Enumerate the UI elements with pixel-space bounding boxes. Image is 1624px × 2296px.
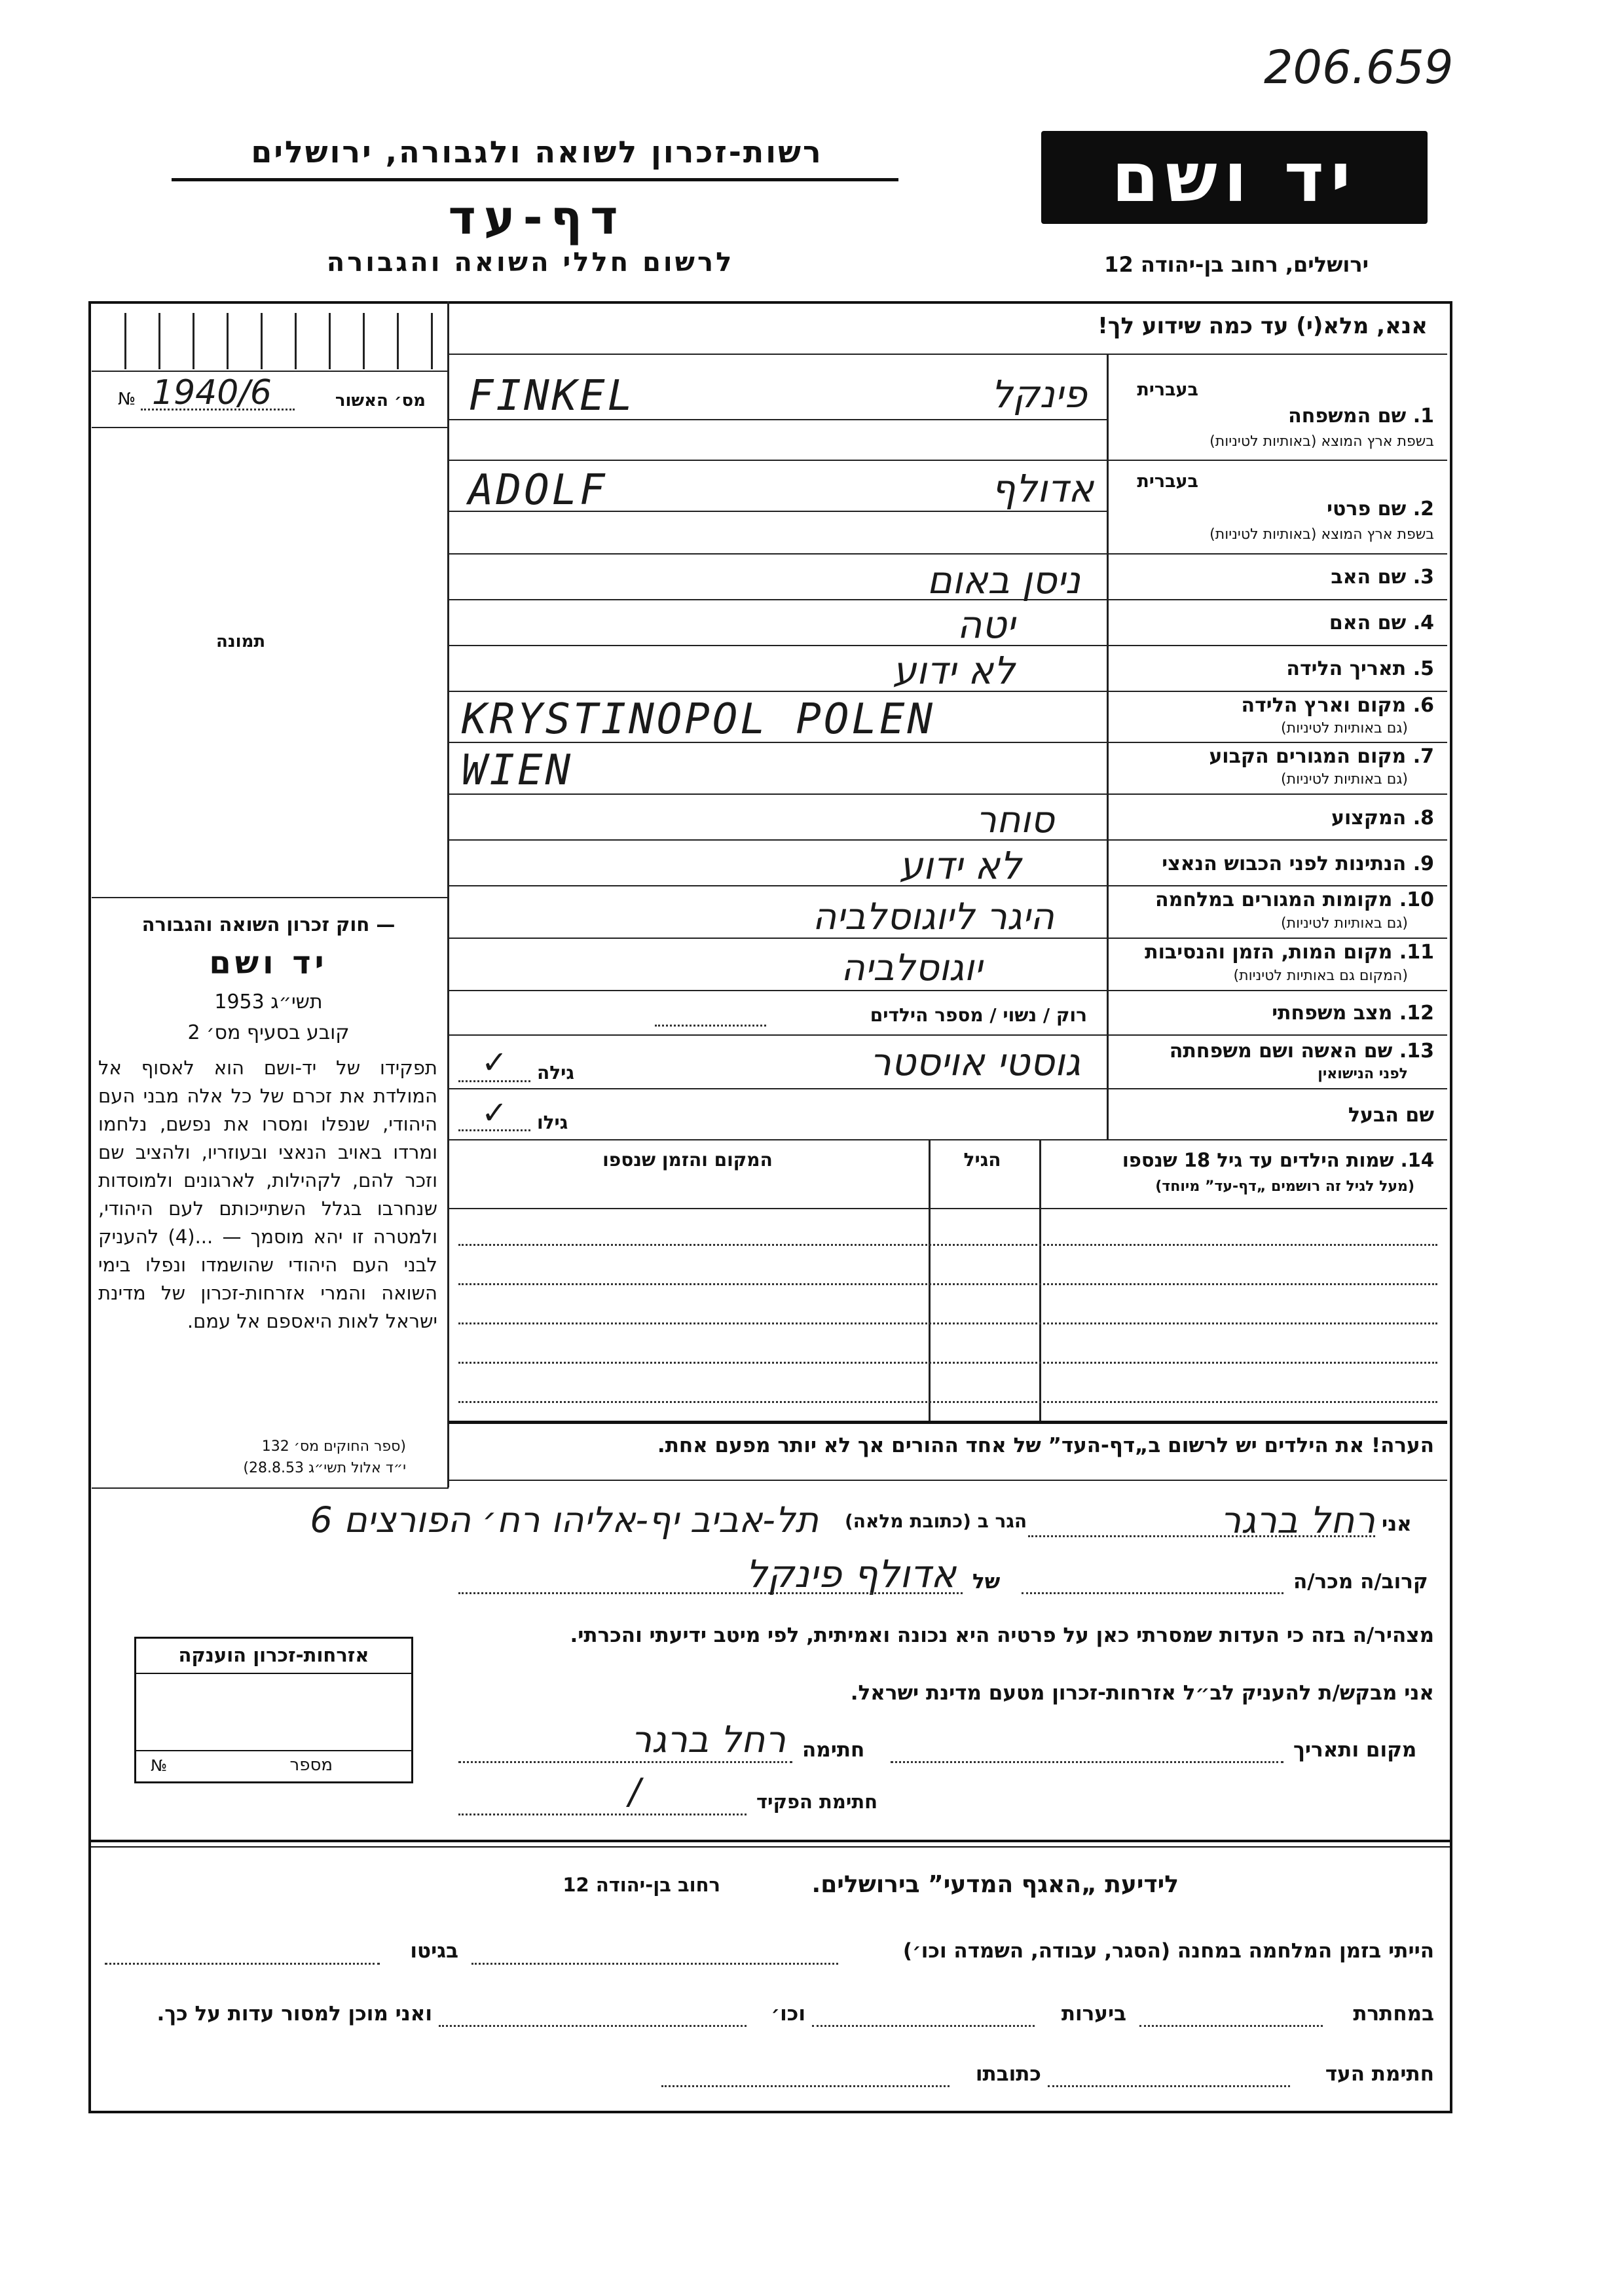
form-title: דף-עד (448, 190, 626, 245)
forests-dots (812, 2025, 1035, 2027)
citizenship-no-symbol: № (151, 1757, 167, 1775)
citizenship-box (134, 1637, 413, 1783)
row-sep-11 (449, 990, 1447, 991)
field-1-num: 1. (1412, 405, 1434, 428)
law-clause: קובע בסעיף מס׳ 2 (187, 1021, 350, 1044)
children-sub: (מעל לגיל זה רושמים „דף-עד” מיוחד) (1155, 1178, 1414, 1195)
children-col-age: הגיל (963, 1149, 1001, 1171)
field-7-sub: (גם באותיות לטיניות) (1281, 771, 1408, 788)
field-5-name: תאריך הלידה (1286, 657, 1407, 680)
children-col-sep-1 (1039, 1139, 1041, 1421)
children-title: שמות הילדים עד גיל 18 שנספו (1122, 1149, 1394, 1171)
science-top-rule (88, 1840, 1450, 1842)
clerk-signature-label: חתימת הפקיד (756, 1791, 878, 1813)
citizenship-request: אני מבקש/ת להעניק לב״ל אזרחות-זכרון מטעם מדינת ישראל. (850, 1681, 1434, 1705)
approval-number: 1940/6 (152, 373, 272, 412)
label-column-divider (1107, 354, 1109, 1139)
mother-name-value: יטה (957, 602, 1015, 647)
field-1-sub: בשפת ארץ המוצא (באותיות לטיניות) (1209, 433, 1434, 450)
field-5-num: 5. (1412, 657, 1434, 680)
law-ref-1: (ספר החוקים מס׳ 132 (261, 1438, 406, 1455)
field-3-label (1120, 566, 1434, 589)
children-note: הערה! את הילדים יש לרשום ב„דף-העד” של אחד ההורים אך לא יותר מפעם אחת. (657, 1434, 1434, 1457)
yad-vashem-logo (1041, 131, 1428, 224)
photo-bottom (92, 897, 449, 898)
field-2-tag: בעברית (1137, 471, 1198, 492)
field-9-num: 9. (1412, 852, 1434, 875)
field-8-num: 8. (1412, 807, 1434, 829)
wartime-residence-value: היגר ליוגוסלביה (812, 896, 1054, 938)
camp-dots (471, 1963, 838, 1965)
declarant-address: תל-אביב יף-אליהו רח׳ הפורצים 6 (310, 1499, 819, 1540)
place-date-label: מקום ותאריך (1293, 1738, 1417, 1762)
field-10-label (1113, 888, 1434, 911)
declarant-label: אני (1382, 1512, 1412, 1536)
of-label: של (972, 1570, 1001, 1594)
clerk-signature-dots (458, 1813, 747, 1815)
field-9-label (1113, 852, 1434, 875)
field-2-num: 2. (1412, 498, 1434, 520)
etc-label: וכו׳ (771, 2002, 805, 2026)
field-1-tag: בעברית (1137, 380, 1198, 400)
approval-no-symbol: № (118, 390, 136, 409)
field-4-label (1120, 611, 1434, 634)
children-count-dots (655, 1025, 766, 1027)
ghetto-dots (105, 1963, 380, 1965)
witness-signature-label: חתימת העד (1325, 2062, 1434, 2086)
archive-number: 206.659 (1264, 41, 1454, 94)
field-12-label (1120, 1002, 1434, 1025)
field-8-label (1120, 807, 1434, 829)
ghetto-label: בגיטו (410, 1939, 458, 1963)
signature-dots (458, 1761, 792, 1763)
approval-tick-boxes (124, 313, 439, 369)
field-6-sub: (גם באותיות לטיניות) (1281, 720, 1408, 737)
law-ref-2: י״ד אלול תשי״ג 28.8.53) (243, 1460, 406, 1476)
of-dots (458, 1592, 963, 1594)
declarant-dots (1028, 1535, 1375, 1537)
law-name: יד ושם (209, 945, 328, 981)
field-13-num: 13. (1399, 1040, 1434, 1063)
firstname-hebrew: אדולף (991, 466, 1094, 511)
husband-age-mark: ✓ (481, 1095, 508, 1131)
field-1-name: שם המשפחה (1288, 405, 1407, 428)
children-col-place: המקום והזמן שנספו (602, 1149, 773, 1171)
surname-latin: FINKEL (468, 372, 636, 420)
declarant-signature: רחל ברגר (631, 1719, 786, 1761)
field-11-label (1113, 941, 1434, 964)
underground-dots (1139, 2025, 1323, 2027)
field-12-num: 12. (1399, 1002, 1434, 1025)
death-place-value: יוגוסלביה (841, 947, 982, 989)
wife-age-mark: ✓ (481, 1044, 508, 1081)
field-9-name: הנתינות לפני הכבוש הנאצי (1162, 852, 1407, 875)
children-row-3 (458, 1322, 1437, 1324)
field-1-label (1120, 405, 1434, 428)
wife-age-label: גילה (537, 1062, 574, 1084)
husband-age-label: גילו (537, 1112, 568, 1133)
declarant-name: רחל ברגר (1220, 1499, 1375, 1542)
birth-place-value: KRYSTINOPOL POLEN (462, 695, 936, 744)
surname-hebrew: פינקל (991, 372, 1087, 416)
field-11-name: מקום המות, הזמן והנסיבות (1145, 941, 1393, 964)
husband-label: שם הבעל (1348, 1104, 1434, 1127)
instruction-text: אנא, מלא(י) עד כמה שידוע לך! (1098, 313, 1428, 339)
field-7-label (1120, 745, 1434, 768)
row-sep-1 (449, 460, 1447, 461)
field-13-name: שם האשה ושם משפחתה (1169, 1040, 1393, 1063)
citizenship-no-label: מספר (289, 1755, 333, 1775)
field-3-name: שם האב (1331, 566, 1407, 589)
witness-address-dots (661, 2085, 950, 2087)
witness-address-label: כתובתו (975, 2062, 1041, 2086)
note-bottom (449, 1480, 1447, 1481)
field-6-num: 6. (1412, 694, 1434, 717)
field-7-num: 7. (1412, 745, 1434, 768)
children-row-2 (458, 1283, 1437, 1285)
testimony-label: ואני מוכן למסור עדות על כך. (157, 2002, 432, 2026)
declaration-statement: מצהיר/ה בזה כי העדות שמסרתי כאן על פרטיה היא נכונה ואמיתית, לפי מיטב ידיעתי והכרתי. (570, 1624, 1434, 1647)
law-text: תפקידו של יד-ושם הוא לאסוף אל המולדת את זכרם של כל אלה מבני העם היהודי, שנפלו ומסרו את נפשם, נלחמו ומרדו באויב הנאצי ובעוזריו, ולהציב שם וזכר להם, לקהילות, לארגונים ולמוסדות שנחרבו בגלל השתייכותם לעם היהודי, ולמטרה זו יהא מוסמך — ...(4) להעניק לבני העם היהודי שהושמדו ונפלו בימי השואה והמרי אזרחות-זכרון של מדינת ישראל לאות היאספם אל עמם. (98, 1057, 437, 1332)
field-10-num: 10. (1399, 888, 1434, 911)
birth-date-value: לא ידוע (893, 648, 1015, 693)
field-13-label (1113, 1040, 1434, 1063)
field-6-name: מקום וארץ הלידה (1241, 694, 1407, 717)
authority-underline (172, 178, 898, 181)
father-name-value: ניסן באום (927, 558, 1080, 602)
wife-name-value: גוסטי אויסטר (870, 1040, 1080, 1084)
children-label (1048, 1149, 1434, 1171)
science-address: רחוב בן-יהודה 12 (563, 1874, 720, 1896)
row-sep-12 (449, 1034, 1447, 1036)
children-row-4 (458, 1362, 1437, 1364)
instruction-divider (449, 354, 1447, 355)
signature-label: חתימה (802, 1738, 865, 1762)
science-title: לידיעת „האגף המדעי” בירושלים. (811, 1871, 1179, 1898)
underground-label: במחתרת (1353, 2002, 1434, 2026)
field-10-name: מקומות המגורים במלחמה (1155, 888, 1393, 911)
row-sep-2 (449, 553, 1447, 555)
children-col-sep-2 (929, 1139, 931, 1421)
field-11-sub: (המקום גם באותיות לטיניות) (1233, 968, 1408, 984)
law-title: — חוק זכרון השואה והגבורה (141, 913, 396, 936)
field-6-label (1120, 694, 1434, 717)
left-header-bottom (92, 371, 449, 372)
witness-signature-dots (1048, 2085, 1290, 2087)
approval-line (92, 427, 449, 428)
children-bottom-rule (449, 1421, 1447, 1424)
nationality-value: לא ידוע (899, 843, 1022, 888)
law-bottom (92, 1487, 449, 1489)
children-header-line (449, 1208, 1447, 1209)
field-8-name: המקצוע (1331, 807, 1407, 829)
forests-label: ביערות (1061, 2002, 1126, 2026)
left-column-divider (447, 301, 449, 1487)
science-top-rule-2 (88, 1846, 1450, 1848)
row-sep-13 (449, 1088, 1447, 1089)
field-12-name: מצב משפחתי (1272, 1002, 1393, 1025)
camp-label: הייתי בזמן המלחמה במחנה (הסגר, עבודה, השמדה וכו׳) (902, 1939, 1434, 1963)
children-row-5 (458, 1401, 1437, 1403)
field-10-sub: (גם באותיות לטיניות) (1281, 915, 1408, 932)
field-2-sub: בשפת ארץ המוצא (באותיות לטיניות) (1209, 526, 1434, 543)
clerk-mark: / (629, 1771, 641, 1812)
field-7-name: מקום המגורים הקבוע (1209, 745, 1407, 768)
relative-label: קרוב/ה מכר/ה (1293, 1570, 1428, 1594)
photo-label: תמונה (216, 632, 266, 651)
row-sep-14 (449, 1139, 1447, 1140)
resides-label: הגר ב (כתובת מלאה) (845, 1510, 1027, 1532)
deceased-name-sig: אדולף פינקל (745, 1552, 956, 1596)
profession-value: סוחר (976, 799, 1054, 841)
firstname-latin: ADOLF (468, 466, 608, 515)
field-5-label (1120, 657, 1434, 680)
children-num: 14. (1400, 1149, 1434, 1171)
field-2-label (1120, 498, 1434, 520)
approval-label: מס׳ האשור (335, 391, 426, 410)
children-row-1 (458, 1244, 1437, 1246)
logo-text: יד ושם (1111, 137, 1357, 217)
law-year: תשי״ג 1953 (214, 991, 323, 1013)
row-sep-7 (449, 793, 1447, 795)
approval-dots (141, 409, 295, 410)
authority-title: רשות-זכרון לשואה ולגבורה, ירושלים (251, 134, 823, 170)
field-2-name: שם פרטי (1327, 498, 1407, 520)
field-4-num: 4. (1412, 611, 1434, 634)
field-13-sub: לפני הנישואין (1318, 1066, 1408, 1082)
residence-value: WIEN (462, 746, 574, 795)
relative-dots (1022, 1592, 1283, 1594)
field-4-name: שם האם (1329, 611, 1407, 634)
field-11-num: 11. (1399, 941, 1434, 964)
marital-status-options: רוק / נשוי / מספר הילדים (870, 1004, 1087, 1026)
field-3-num: 3. (1412, 566, 1434, 589)
place-date-dots (891, 1761, 1283, 1763)
form-subtitle: לרשום חללי השואה והגבורה (326, 247, 735, 278)
etc-dots (439, 2025, 747, 2027)
citizenship-box-title: אזרחות-זכרון הוענקה (178, 1644, 369, 1666)
header-address: ירושלים, רחוב בן-יהודה 12 (1104, 252, 1369, 277)
